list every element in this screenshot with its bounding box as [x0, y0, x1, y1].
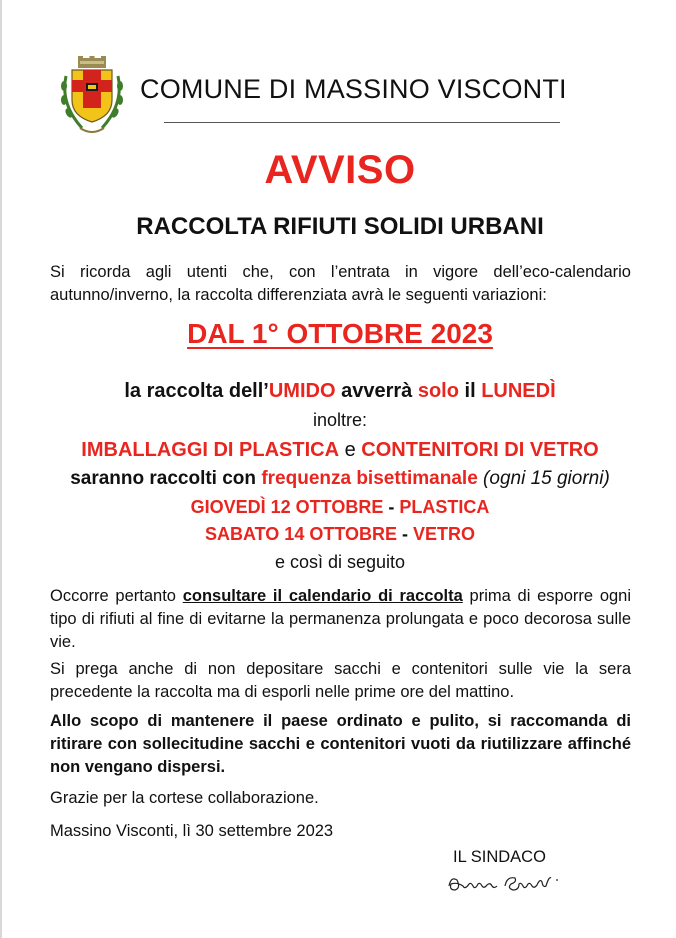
glass-containers: CONTENITORI DI VETRO	[361, 439, 599, 461]
frequency-line: saranno raccolti con frequenza bisettimanale (ogni 15 giorni)	[70, 468, 610, 489]
town-name: COMUNE DI MASSINO VISCONTI	[140, 74, 567, 104]
continue-text: e così di seguito	[274, 552, 406, 572]
solo-keyword: solo	[417, 380, 459, 402]
header-divider	[164, 122, 560, 123]
materials-line: IMBALLAGGI DI PLASTICA e CONTENITORI DI VETRO	[81, 439, 599, 461]
municipal-crest-icon	[58, 56, 126, 136]
evening-paragraph: Si prega anche di non depositare sacchi e contenitori sulle vie la sera precedente la raccolta ma di esporli nelle prime ore del mattino.	[50, 660, 631, 701]
header	[58, 56, 578, 136]
notice-title: AVVISO	[264, 148, 416, 192]
collection-day: LUNEDÌ	[481, 380, 556, 402]
place-date: Massino Visconti, lì 30 settembre 2023	[50, 822, 334, 840]
frequency-note: (ogni 15 giorni)	[483, 468, 610, 489]
calendar-paragraph: Occorre pertanto consultare il calendario di raccolta prima di esporre ogni tipo di rifiuti al fine di evitarne la permanenza prolungata e poco decorosa sulle vie.	[50, 587, 632, 651]
cleanliness-paragraph: Allo scopo di mantenere il paese ordinato e pulito, si raccomanda di ritirare con sollecitudine sacchi e contenitori vuoti da riutilizzare affinché non vengano dispersi.	[50, 712, 631, 776]
signature-image	[445, 870, 565, 896]
plastic-packaging: IMBALLAGGI DI PLASTICA	[81, 439, 340, 461]
thanks-text: Grazie per la cortese collaborazione.	[50, 789, 319, 807]
intro-paragraph: Si ricorda agli utenti che, con l’entrata in vigore dell’eco-calendario autunno/inverno, la raccolta differenziata avrà le seguenti variazioni:	[50, 263, 631, 304]
effective-date: DAL 1° OTTOBRE 2023	[187, 318, 493, 349]
schedule-item: GIOVEDÌ 12 OTTOBRE - PLASTICA	[190, 497, 490, 517]
calendar-reference: consultare il calendario di raccolta	[182, 587, 463, 605]
umido-keyword: UMIDO	[268, 380, 336, 402]
schedule-item: SABATO 14 OTTOBRE - VETRO	[204, 524, 476, 544]
notice-subject: RACCOLTA RIFIUTI SOLIDI URBANI	[136, 213, 544, 240]
signatory-title: IL SINDACO	[453, 848, 546, 866]
inoltre-text: inoltre:	[312, 410, 368, 430]
frequency-keyword: frequenza bisettimanale	[261, 468, 478, 489]
umido-line: la raccolta dell’UMIDO avverrà solo il LUNEDÌ	[124, 380, 556, 402]
